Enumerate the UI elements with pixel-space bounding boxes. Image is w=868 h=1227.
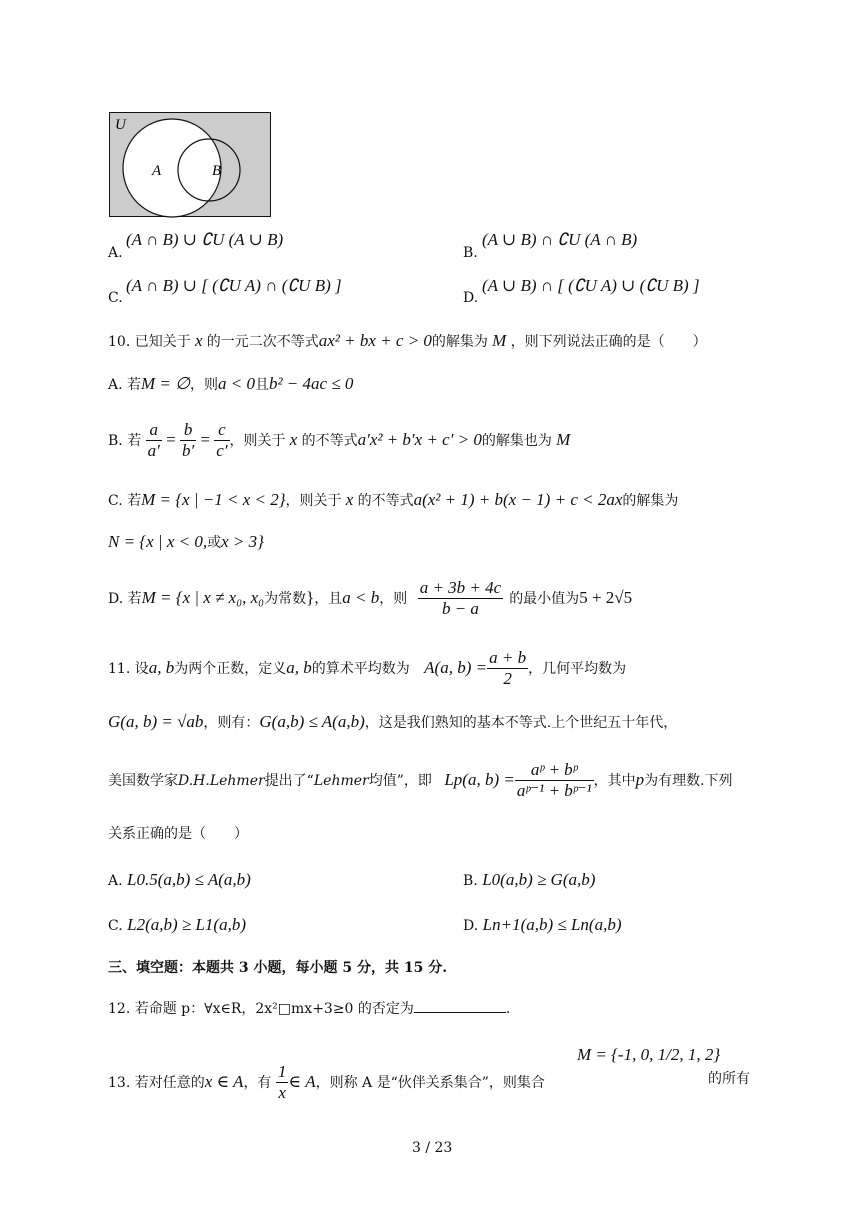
q9-option-d (463, 290, 478, 306)
set-b-label: B (212, 163, 222, 179)
universe-label: U (115, 117, 126, 133)
q11-line3: 美国数学家D.H.Lehmer提出了“Lehmer均值”，即 Lp(a, b) = $\frac{\text{aᵖ + bᵖ}}{\text{aᵖ⁻¹ + bᵖ⁻¹}}$ ，其中p为有理数.下列 (108, 760, 733, 801)
q11-line2: G(a, b) = √ab，则有：G(a,b) ≤ A(a,b)，这是我们熟知的基本不等式.上个世纪五十年代， (108, 712, 678, 731)
venn-diagram (109, 112, 271, 218)
q13-suffix: 的所有 (708, 1071, 750, 1087)
q11-option-a: A. L0.5(a,b) ≤ A(a,b) (108, 870, 251, 889)
q12-stem: 12. 若命题 p：∀x∈R，2x²□mx+3≥0 的否定为 . (108, 1001, 511, 1017)
q11-option-b: B. L0(a,b) ≥ G(a,b) (463, 870, 596, 889)
set-a-label: A (152, 163, 162, 179)
q11-stem: 11. 设a, b为两个正数，定义a, b的算术平均数为 A(a, b) = $\frac{a + b}{2}$ ，几何平均数为 (108, 648, 627, 689)
q10-option-a: A. 若M = ∅，则a < 0且b² − 4ac ≤ 0 (108, 374, 354, 393)
set-a-circle (123, 119, 221, 217)
q13-set: M = {-1, 0, 1/2, 1, 2} (577, 1045, 721, 1064)
q9-option-b (463, 245, 478, 261)
q9-option-c (108, 290, 123, 306)
q9-option-c-expr: (A ∩ B) ∪ [ (∁U A) ∩ (∁U B) ] (126, 276, 342, 295)
section-heading: 三、填空题：本题共 3 小题，每小题 5 分，共 15 分. (108, 960, 448, 976)
answer-blank[interactable] (414, 1000, 506, 1013)
reciprocal-fraction: $\frac{1}{x}$ (277, 1062, 287, 1103)
ratio-fraction: $\frac{a}{a'}$ (147, 420, 160, 461)
option-label: C. (108, 290, 123, 306)
q10-option-d: D. 若M = {x | x ≠ x₀, x₀为常数}，且a < b，则 $\frac{a + 3b + 4c}{b - a}$ 的最小值为5 + 2√5 (108, 578, 633, 619)
q10-stem: 10. 已知关于 x 的一元二次不等式ax² + bx + c > 0的解集为 M ，则下列说法正确的是（ ） (108, 331, 707, 350)
arith-mean-fraction: $\frac{a + b}{2}$ (489, 648, 527, 689)
q9-option-a-expr: (A ∩ B) ∪ ∁U (A ∪ B) (126, 230, 284, 249)
q11-option-c: C. L2(a,b) ≥ L1(a,b) (108, 915, 247, 934)
page-number: 3 / 23 (412, 1140, 453, 1156)
q9-option-a (108, 245, 123, 261)
option-label: B. (463, 245, 478, 261)
q9-option-b-expr: (A ∪ B) ∩ ∁U (A ∩ B) (482, 230, 638, 249)
lehmer-fraction: $\frac{\text{aᵖ + bᵖ}}{\text{aᵖ⁻¹ + bᵖ⁻¹}}$ (516, 760, 592, 801)
q10-option-c-line2: N = {x | x < 0,或x > 3} (108, 532, 264, 551)
q11-option-d: D. Ln+1(a,b) ≤ Ln(a,b) (463, 915, 622, 934)
q10-option-c: C. 若M = {x | −1 < x < 2}，则关于 x 的不等式a(x² + 1) + b(x − 1) + c < 2ax的解集为 (108, 490, 679, 509)
q10-option-b: B. 若 $\frac{a}{a'}$ = $\frac{b}{b'}$ = $\frac{c}{c'}$ ，则关于 x 的不等式a′x² + b′x + c′ > 0的解集也为 M (108, 420, 571, 461)
q10-d-fraction: $\frac{a + 3b + 4c}{b - a}$ (419, 578, 502, 619)
option-label: D. (463, 290, 479, 306)
q9-option-d-expr: (A ∪ B) ∩ [ (∁U A) ∪ (∁U B) ] (482, 276, 700, 295)
q13-stem: 13. 若对任意的x ∈ A，有 $\frac{1}{x}$ ∈ A，则称 A 是“伙伴关系集合”，则集合 (108, 1062, 545, 1103)
option-label: A. (108, 245, 123, 261)
q11-line4: 关系正确的是（ ） (108, 826, 248, 842)
